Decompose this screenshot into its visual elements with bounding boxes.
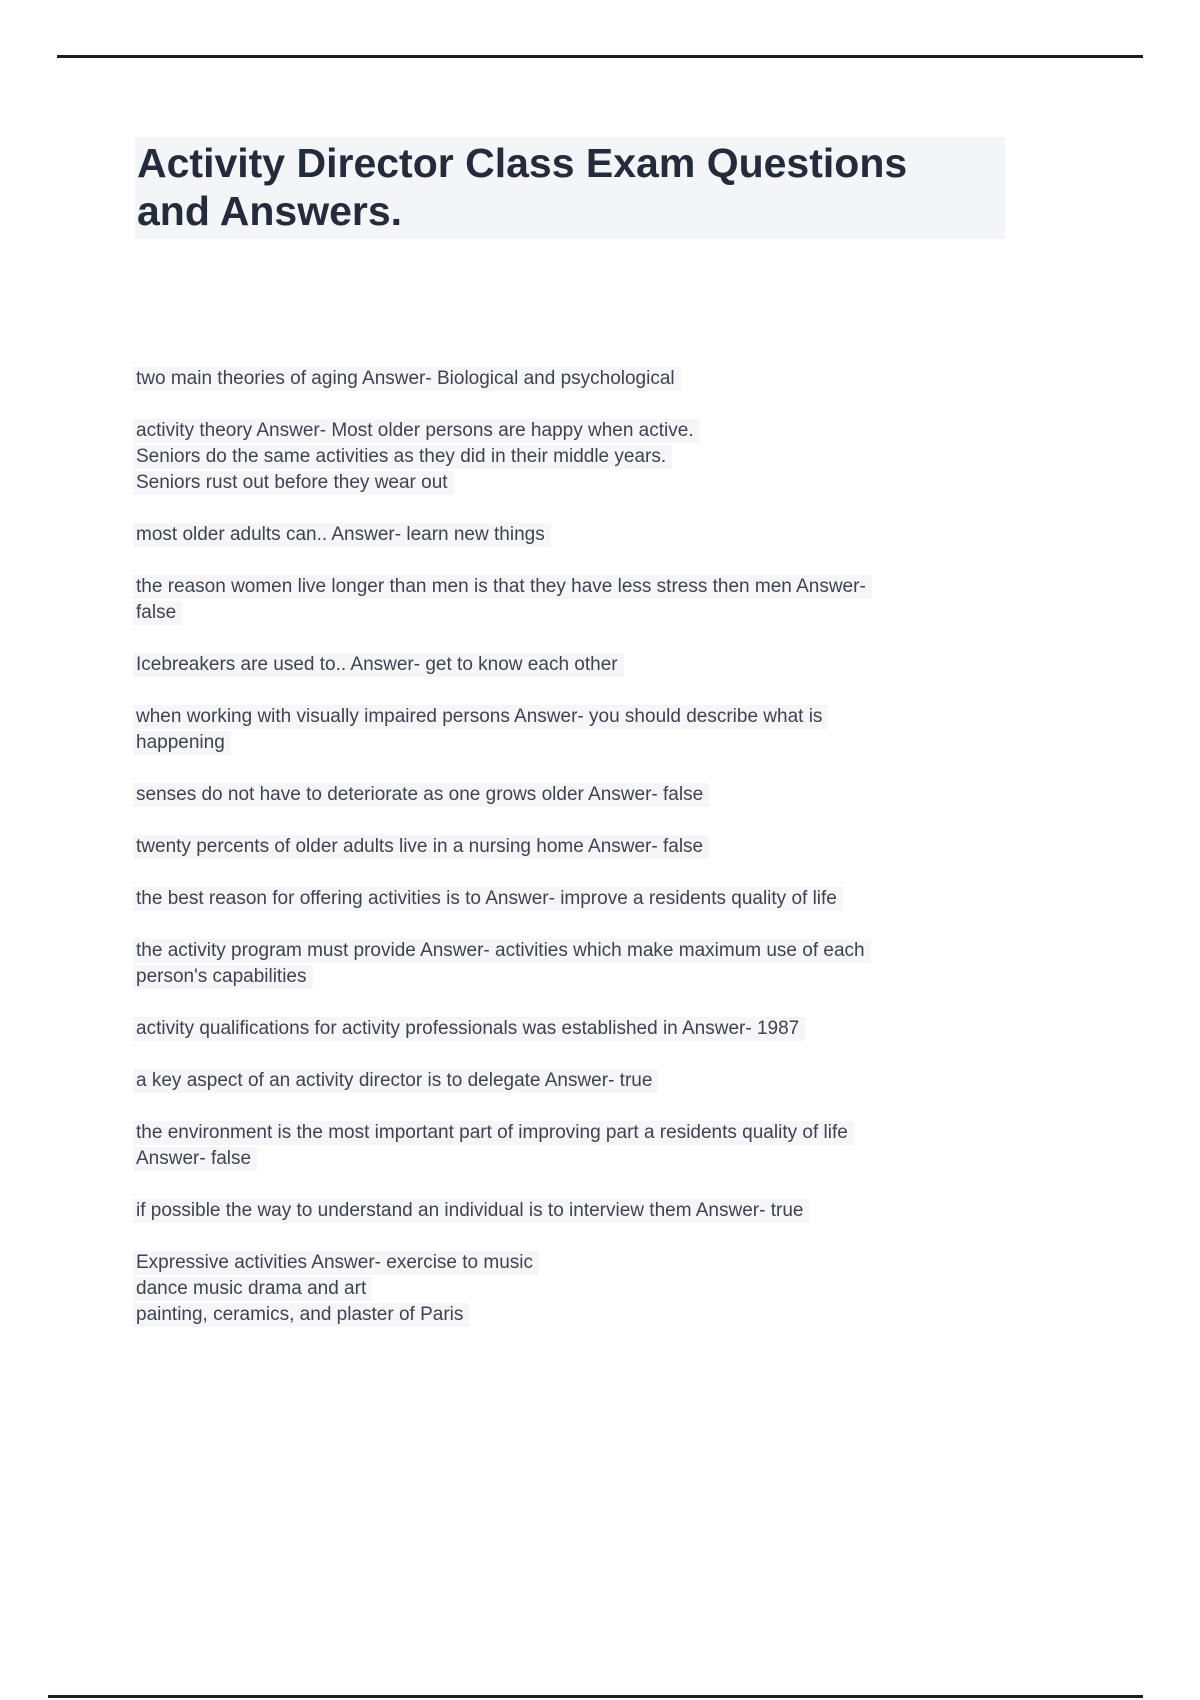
qa-item [136, 1068, 1036, 1094]
qa-line [136, 600, 1036, 626]
page-title-line-1: Activity Director Class Exam Questions [137, 140, 908, 186]
qa-line [136, 366, 1036, 392]
qa-item [136, 886, 1036, 912]
title-highlight-block [135, 137, 1005, 239]
qa-line-text: if possible the way to understand an individual is to interview them Answer- true [133, 1199, 809, 1223]
qa-line-text: activity theory Answer- Most older persons are happy when active. [133, 419, 700, 443]
qa-line [136, 418, 1036, 444]
qa-line-text: a key aspect of an activity director is to delegate Answer- true [133, 1069, 658, 1093]
qa-line [136, 834, 1036, 860]
qa-line [136, 444, 1036, 470]
bottom-horizontal-rule [48, 1695, 1143, 1698]
qa-line [136, 730, 1036, 756]
qa-item [136, 652, 1036, 678]
qa-line [136, 574, 1036, 600]
qa-line [136, 1068, 1036, 1094]
qa-line-text: activity qualifications for activity professionals was established in Answer- 1987 [133, 1017, 805, 1041]
page-title [135, 137, 1005, 239]
qa-line [136, 1146, 1036, 1172]
qa-line [136, 522, 1036, 548]
qa-line [136, 964, 1036, 990]
qa-line-text: Icebreakers are used to.. Answer- get to know each other [133, 653, 624, 677]
qa-line-text: the activity program must provide Answer- activities which make maximum use of each [133, 939, 871, 963]
top-horizontal-rule [57, 55, 1143, 58]
qa-line [136, 1250, 1036, 1276]
qa-item [136, 782, 1036, 808]
qa-line-text: Seniors rust out before they wear out [133, 471, 454, 495]
qa-line-text: most older adults can.. Answer- learn new things [133, 523, 551, 547]
qa-item [136, 574, 1036, 626]
qa-item [136, 1198, 1036, 1224]
qa-line-text: twenty percents of older adults live in a nursing home Answer- false [133, 835, 709, 859]
qa-item [136, 1250, 1036, 1328]
qa-item [136, 522, 1036, 548]
qa-line-text: false [133, 601, 182, 625]
qa-line [136, 1276, 1036, 1302]
qa-line-text: Expressive activities Answer- exercise to music [133, 1251, 539, 1275]
qa-line-text: Seniors do the same activities as they did in their middle years. [133, 445, 672, 469]
qa-item [136, 938, 1036, 990]
qa-line-text: senses do not have to deteriorate as one grows older Answer- false [133, 783, 709, 807]
qa-line-text: the environment is the most important part of improving part a residents quality of life [133, 1121, 854, 1145]
qa-item [136, 418, 1036, 496]
qa-line-text: dance music drama and art [133, 1277, 372, 1301]
qa-item [136, 834, 1036, 860]
qa-line [136, 782, 1036, 808]
qa-line [136, 886, 1036, 912]
qa-line [136, 704, 1036, 730]
qa-line [136, 1120, 1036, 1146]
qa-line-text: the best reason for offering activities is to Answer- improve a residents quality of life [133, 887, 843, 911]
qa-line [136, 470, 1036, 496]
qa-line [136, 1302, 1036, 1328]
qa-line-text: when working with visually impaired persons Answer- you should describe what is [133, 705, 828, 729]
qa-line-text: person's capabilities [133, 965, 313, 989]
page-title-line-2: and Answers. [137, 188, 403, 234]
qa-item [136, 1016, 1036, 1042]
qa-item [136, 366, 1036, 392]
qa-line [136, 938, 1036, 964]
qa-line-text: painting, ceramics, and plaster of Paris [133, 1303, 469, 1327]
qa-line-text: the reason women live longer than men is that they have less stress then men Answer- [133, 575, 872, 599]
qa-line-text: Answer- false [133, 1147, 257, 1171]
qa-line [136, 1016, 1036, 1042]
qa-line [136, 1198, 1036, 1224]
qa-item [136, 1120, 1036, 1172]
qa-line-text: two main theories of aging Answer- Biological and psychological [133, 367, 681, 391]
qa-item [136, 704, 1036, 756]
qa-line [136, 652, 1036, 678]
qa-line-text: happening [133, 731, 231, 755]
qa-list [136, 366, 1036, 1354]
